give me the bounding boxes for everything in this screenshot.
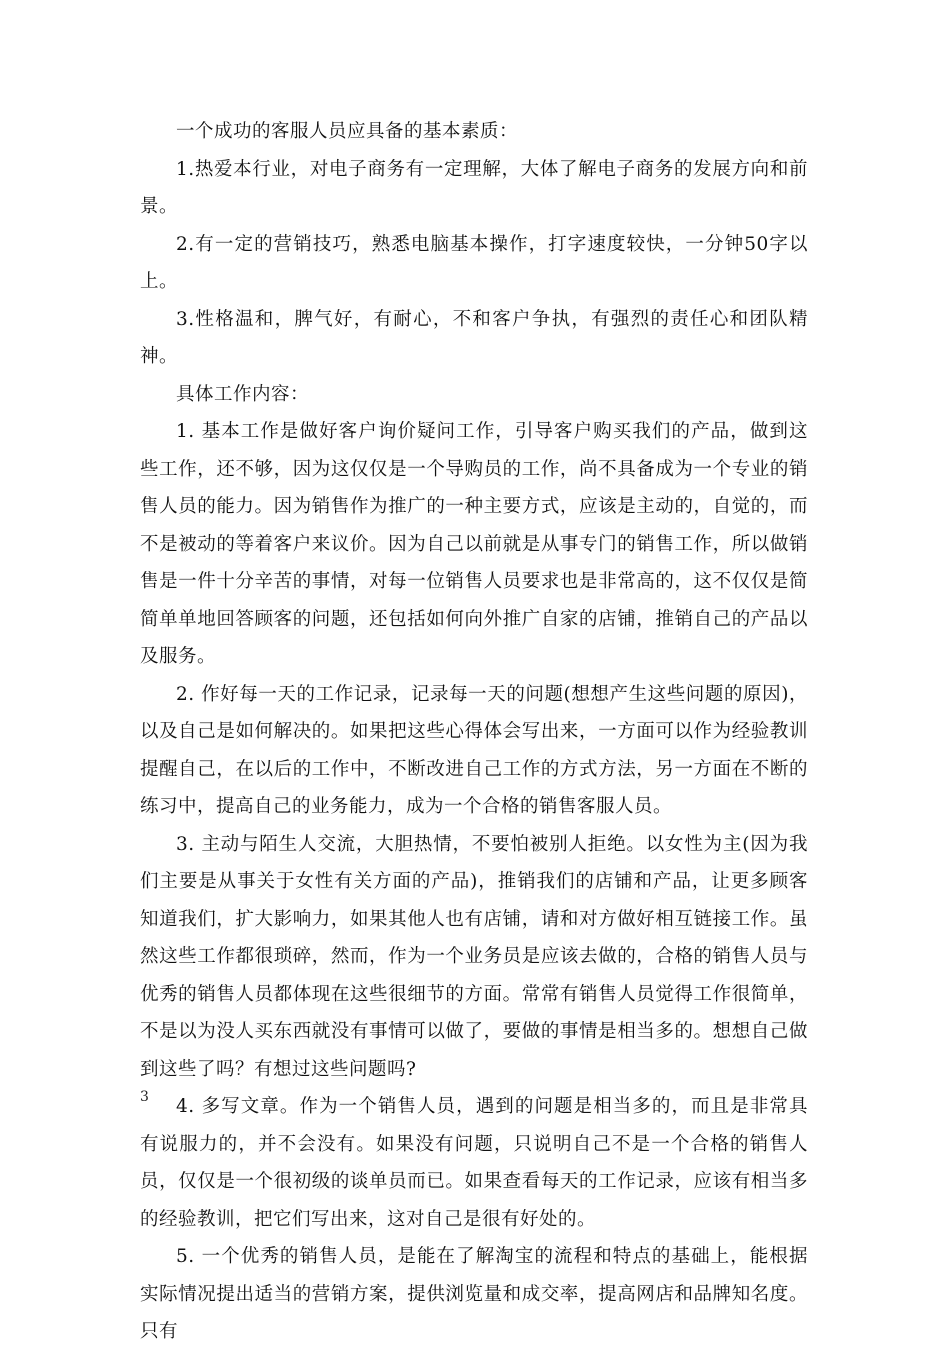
qualities-heading: 一个成功的客服人员应具备的基本素质： <box>176 121 519 142</box>
quality-item-3: 3.性格温和，脾气好，有耐心，不和客户争执，有强烈的责任心和团队精神。 <box>140 308 808 367</box>
work-item-5: 5. 一个优秀的销售人员，是能在了解淘宝的流程和特点的基础上，能根据实际情况提出适当的营销方案，提供浏览量和成交率，提高网店和品牌知名度。只有 <box>140 1246 808 1342</box>
quality-item-1: 1.热爱本行业，对电子商务有一定理解，大体了解电子商务的发展方向和前景。 <box>140 158 808 217</box>
work-item-2: 2. 作好每一天的工作记录，记录每一天的问题(想想产生这些问题的原因)，以及自己是如何解决的。如果把这些心得体会写出来，一方面可以作为经验教训提醒自己，在以后的工作中，不断改进自己工作的方式方法，另一方面在不断的练习中，提高自己的业务能力，成为一个合格的销售客服人员。 <box>140 683 808 817</box>
quality-item-2: 2.有一定的营销技巧，熟悉电脑基本操作，打字速度较快，一分钟50字以上。 <box>140 233 808 292</box>
work-item-1: 1. 基本工作是做好客户询价疑问工作，引导客户购买我们的产品，做到这些工作，还不够，因为这仅仅是一个导购员的工作，尚不具备成为一个专业的销售人员的能力。因为销售作为推广的一种主要方式，应该是主动的，自觉的，而不是被动的等着客户来议价。因为自己以前就是从事专门的销售工作，所以做销售是一件十分辛苦的事情，对每一位销售人员要求也是非常高的，这不仅仅是简简单单地回答顾客的问题，还包括如何向外推广自家的店铺，推销自己的产品以及服务。 <box>140 421 808 667</box>
work-content-heading: 具体工作内容： <box>176 383 310 405</box>
work-item-3: 3. 主动与陌生人交流，大胆热情，不要怕被别人拒绝。以女性为主(因为我们主要是从事关于女性有关方面的产品)，推销我们的店铺和产品，让更多顾客知道我们，扩大影响力，如果其他人也有店铺，请和对方做好相互链接工作。虽然这些工作都很琐碎，然而，作为一个业务员是应该去做的，合格的销售人员与优秀的销售人员都体现在这些很细节的方面。常常有销售人员觉得工作很简单，不是以为没人买东西就没有事情可以做了，要做的事情是相当多的。想想自己做到这些了吗？有想过这些问题吗? <box>140 833 808 1080</box>
page-number: 3 <box>140 1089 149 1105</box>
document-body <box>140 113 808 1351</box>
work-item-4: 4. 多写文章。作为一个销售人员，遇到的问题是相当多的，而且是非常具有说服力的，并不会没有。如果没有问题，只说明自己不是一个合格的销售人员，仅仅是一个很初级的谈单员而已。如果查看每天的工作记录，应该有相当多的经验教训，把它们写出来，这对自己是很有好处的。 <box>140 1096 808 1230</box>
